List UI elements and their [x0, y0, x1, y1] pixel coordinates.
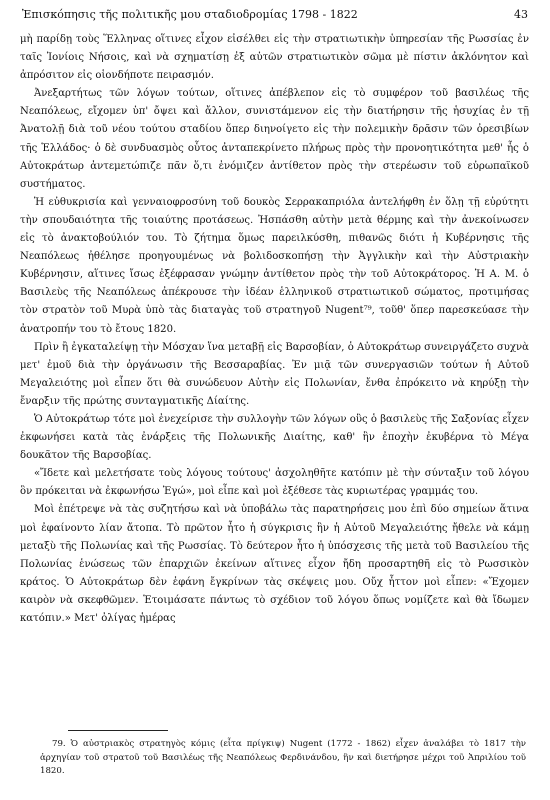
paragraph: Μοὶ ἐπέτρεψε νὰ τὰς συζητήσω καὶ νὰ ὑποβάλω τὰς παρατηρήσεις μου ἐπὶ δύο σημείων ἅτινα μοὶ ἐφαίνοντο λίαν ἄτοπα. Τὸ πρῶτον ἦτο ἡ σύγκρισις ἣν ἡ Αὐτοῦ Μεγαλειότης ἤθελε νὰ κάμῃ μεταξὺ τῆς Πολωνίας καὶ τῆς Ρωσσίας. Τὸ δεύτερον ἦτο ἡ ὑπόσχεσις τῆς μετὰ τοῦ Βασιλείου τῆς Πολωνίας ἑνώσεως τῶν ἐπαρχιῶν ἐκείνων αἵτινες εἶχον ἤδη προσαρτηθῆ εἰς τὸ Ρωσσικὸν κράτος. Ὁ Αὐτοκράτωρ δὲν ἐφάνη ἔγκρίνων τὰς σκέψεις μου. Οὔχ ἧττον μοὶ εἶπεν: «Ἔχομεν καιρὸν νὰ σκεφθῶμεν. Ἑτοιμάσατε πάντως τὸ σχέδιον τοῦ λόγου ὅπως νομίζετε καὶ θὰ ἴδωμεν κατόπιν.» Μετ' ὀλίγας ἡμέρας: [20, 504, 529, 624]
paragraph: Ἀνεξαρτήτως τῶν λόγων τούτων, οἵτινες ἀπέβλεπον εἰς τὸ συμφέρον τοῦ βασιλέως τῆς Νεαπόλεως, εἴχομεν ὑπ' ὄψει καὶ ἄλλον, συνιστάμενον εἰς τὴν διατήρησιν τῆς ἡσυχίας ἐν τῇ Ἀνατολῇ διὰ τοῦ νέου τούτου σταδίου ὅπερ διηνοίγετο εἰς τὴν πολεμικὴν δρᾶσιν τῶν ὀρεσιβίων τῆς Ἑλλάδος· ὁ δὲ συνδυασμὸς οὗτος ἀνταπεκρίνετο πλήρως πρὸς τὴν προνοητικότητα μεθ' ἧς ὁ Αὐτοκράτωρ ἀντεμετώπιζε πᾶν ὅ,τι ἐνόμιζεν ἀντίθετον πρὸς τὴν στερέωσιν τοῦ εὐρωπαϊκοῦ συστήματος.: [20, 88, 529, 190]
main-text: [20, 31, 529, 628]
footnote-divider: [68, 730, 168, 731]
paragraph: Πρὶν ἢ ἐγκαταλείψῃ τὴν Μόσχαν ἵνα μεταβῇ εἰς Βαρσοβίαν, ὁ Αὐτοκράτωρ συνειργάζετο συχνὰ μετ' ἐμοῦ διὰ τὴν ὀργάνωσιν τῆς Βεσσαραβίας. Ἐν μιᾷ τῶν συνεργασιῶν τούτων ἡ Αὐτοῦ Μεγαλειότης μοὶ εἶπεν ὅτι θὰ συνώδευον Αὐτὴν εἰς Πολωνίαν, ἔνθα ἐπρόκειτο νὰ κηρύξῃ τὴν ἔναρξιν τῆς πρώτης συνταγματικῆς Δίαίτης.: [20, 341, 529, 407]
paragraph: μὴ παρίδῃ τοὺς Ἕλληνας οἵτινες εἶχον εἰσέλθει εἰς τὴν στρατιωτικὴν ὑπηρεσίαν τῆς Ρωσσίας ἐν ταῖς Ἰονίοις Νήσοις, καὶ νὰ σχηματίσῃ ἐξ αὐτῶν στρατιωτικὸν σῶμα μὲ πίστιν ἀκλόνητον καὶ ἀπρόσιτον εἰς οἱονδήποτε πειρασμόν.: [20, 34, 529, 82]
footnotes: [40, 738, 526, 779]
paragraph: Ἡ εὐθυκρισία καὶ γενναιοφροσύνη τοῦ δουκὸς Σερρακαπριόλα ἀντελήφθη ἐν ὅλῃ τῇ εὐρύτητι τὴν σπουδαιότητα τῆς τοιαύτης προτάσεως. Ἠσπάσθη αὐτὴν μετὰ θέρμης καὶ τὴν ἀνεκοίνωσεν εἰς τὸ ἀνακτοβούλιόν του. Τὸ ζήτημα ὅμως παρειλκύσθη, πιθανῶς διότι ἡ Κυβέρνησις τῆς Νεαπόλεως ἠθέλησε προηγουμένως νὰ βολιδοσκοπήσῃ τὴν Ἀγγλικὴν καὶ τὴν Αὐστριακὴν Κυβέρνησιν, αἵτινες ἴσως ἐξέφρασαν γνώμην ἀντίθετον πρὸς τὴν τοῦ Αὐτοκράτορος. Ἡ Α. Μ. ὁ Βασιλεὺς τῆς Νεαπόλεως ἀπέκρουσε τὴν ἰδέαν ἑλληνικοῦ στρατιωτικοῦ σώματος, προτιμήσας τὸν στρατὸν τοῦ Μυρὰ ὑπὸ τὰς διαταγὰς τοῦ στρατηγοῦ Nugent⁷⁹, τοῦθ' ὅπερ παρεσκεύασε τὴν ἀνατροπήν του τὸ ἔτους 1820.: [20, 196, 529, 335]
footnote: 79. Ὁ αὐστριακὸς στρατηγὸς κόμις (εἶτα πρίγκιψ) Nugent (1772 - 1862) εἶχεν ἀναλάβει τὸ 1817 τὴν ἀρχηγίαν τοῦ στρατοῦ τοῦ Βασιλέως τῆς Νεαπόλεως Φερδινάνδου, ἣν καὶ διετήρησε μέχρι τοῦ Ἀπριλίου τοῦ 1820.: [40, 739, 526, 777]
running-header: [22, 8, 528, 24]
paragraph: «Ἴδετε καὶ μελετήσατε τοὺς λόγους τούτους' ἀσχοληθῆτε κατόπιν μὲ τὴν σύνταξιν τοῦ λόγου ὃν πρόκειται νὰ ἐκφωνήσω Ἐγώ», μοὶ εἶπε καὶ μοὶ ἐξέθεσε τὰς κυριωτέρας γραμμάς του.: [20, 468, 529, 498]
running-title: Ἐπισκόπησις τῆς πολιτικῆς μου σταδιοδρομίας 1798 - 1822: [22, 8, 358, 21]
paragraph: Ὁ Αὐτοκράτωρ τότε μοὶ ἐνεχείρισε τὴν συλλογὴν τῶν λόγων οὓς ὁ βασιλεὺς τῆς Σαξονίας εἶχεν ἐκφωνήσει κατὰ τὰς ἐνάρξεις τῆς Πολωνικῆς Διαίτης, καθ' ἣν ἐποχὴν ἐκυβέρνα τὸ Μέγα δουκᾶτον τῆς Βαρσοβίας.: [20, 413, 529, 462]
page-number: 43: [514, 8, 528, 21]
